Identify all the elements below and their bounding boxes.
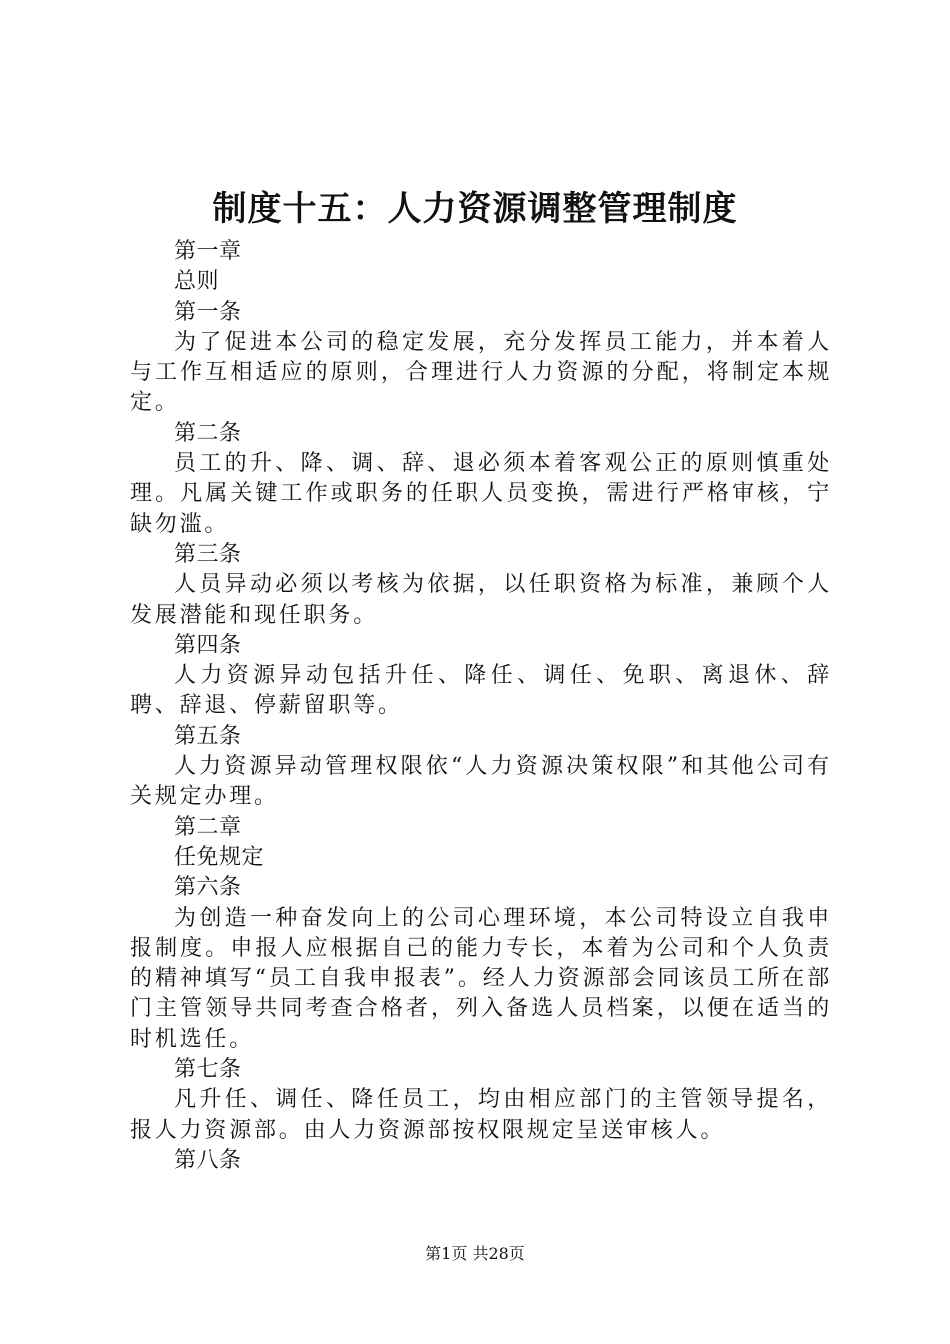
chapter-subtitle: 总则 — [174, 269, 220, 295]
chapter-heading: 第一章 — [174, 239, 242, 264]
article-paragraph: 凡升任、调任、降任员工，均由相应部门的主管领导提名，报人力资源部。由人力资源部按权限规定呈送审核人。 — [130, 1087, 832, 1143]
article-heading: 第七条 — [174, 1057, 242, 1083]
article-paragraph: 人力资源异动包括升任、降任、调任、免职、离退休、辞聘、辞退、停薪留职等。 — [130, 663, 832, 719]
article-paragraph: 为了促进本公司的稳定发展，充分发挥员工能力，并本着人与工作互相适应的原则，合理进行人力资源的分配，将制定本规定。 — [130, 329, 832, 416]
page-footer: 第1页 共28页 — [425, 1244, 525, 1263]
article-heading: 第三条 — [174, 541, 242, 567]
document-title: 制度十五：人力资源调整管理制度 — [212, 189, 738, 229]
chapter-heading: 第二章 — [174, 814, 242, 840]
article-heading: 第二条 — [174, 420, 242, 446]
article-heading: 第五条 — [174, 723, 242, 749]
article-heading: 第六条 — [174, 875, 242, 901]
article-heading: 第四条 — [174, 632, 242, 658]
document-body — [130, 237, 832, 1176]
article-paragraph: 人力资源异动管理权限依“人力资源决策权限”和其他公司有关规定办理。 — [130, 754, 832, 810]
article-paragraph: 员工的升、降、调、辞、退必须本着客观公正的原则慎重处理。凡属关键工作或职务的任职人员变换，需进行严格审核，宁缺勿滥。 — [130, 451, 832, 537]
article-paragraph: 为创造一种奋发向上的公司心理环境，本公司特设立自我申报制度。申报人应根据自己的能力专长，本着为公司和个人负责的精神填写“员工自我申报表”。经人力资源部会同该员工所在部门主管领导共同考查合格者，列入备选人员档案，以便在适当的时机选任。 — [130, 905, 832, 1052]
chapter-subtitle: 任免规定 — [174, 844, 265, 870]
article-paragraph: 人员异动必须以考核为依据，以任职资格为标准，兼顾个人发展潜能和现任职务。 — [130, 572, 832, 628]
article-heading: 第八条 — [174, 1147, 242, 1173]
article-heading: 第一条 — [174, 299, 242, 325]
